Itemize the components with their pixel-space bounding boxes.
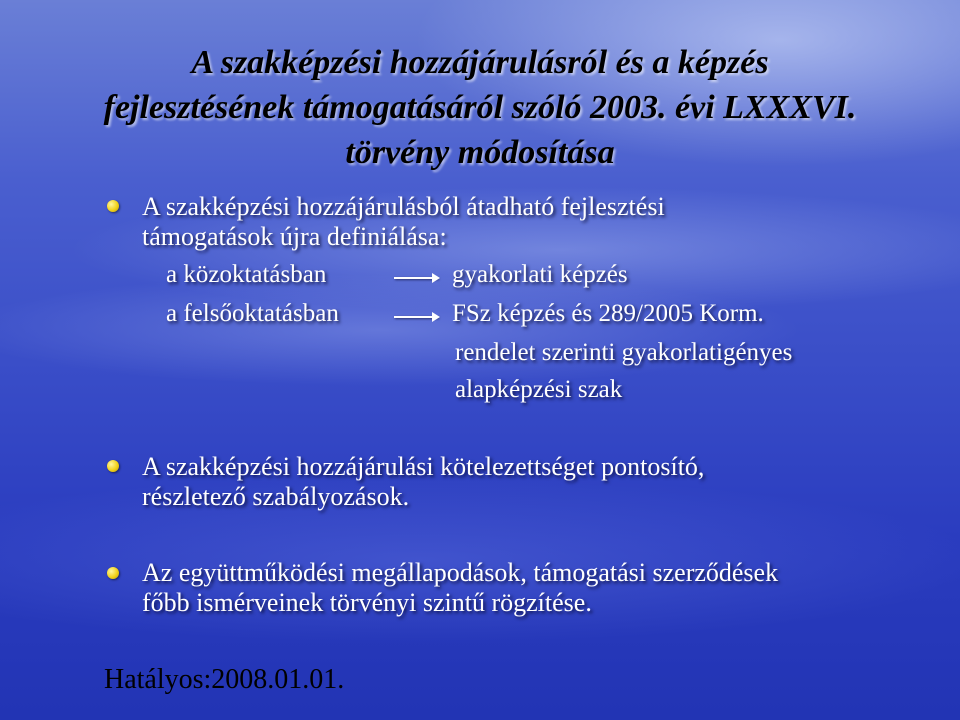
arrow-right-icon <box>394 277 438 279</box>
bullet-3-line-1: Az együttműködési megállapodások, támogatási szerződések <box>142 558 779 587</box>
title-line-1: A szakképzési hozzájárulásról és a képzés <box>191 44 769 81</box>
arrow-right-icon <box>394 316 438 318</box>
bullet-dot-1 <box>107 200 119 212</box>
bullet-1-line-1: A szakképzési hozzájárulásból átadható fejlesztési <box>142 192 665 221</box>
slide-title <box>20 40 940 175</box>
bullet-dot-3 <box>107 567 119 579</box>
bullet-dot-2 <box>107 460 119 472</box>
effective-date: Hatályos:2008.01.01. <box>104 664 345 695</box>
sub-item-2-target-line-1: FSz képzés és 289/2005 Korm. <box>452 300 764 327</box>
sub-item-2-label: a felsőoktatásban <box>166 300 339 327</box>
title-line-2: fejlesztésének támogatásáról szóló 2003. évi LXXXVI. <box>103 89 857 126</box>
bullet-2-line-1: A szakképzési hozzájárulási kötelezettséget pontosító, <box>142 452 705 481</box>
bullet-1-text <box>142 192 665 252</box>
bullet-3-line-2: főbb ismérveinek törvényi szintű rögzítése. <box>142 588 592 617</box>
sub-item-2-target-line-3: alapképzési szak <box>455 376 623 403</box>
sub-item-1-label: a közoktatásban <box>166 261 327 288</box>
bullet-2-line-2: részletező szabályozások. <box>142 482 410 511</box>
sub-item-2-target-line-2: rendelet szerinti gyakorlatigényes <box>455 339 793 366</box>
bullet-2-text <box>142 452 704 512</box>
bullet-1-line-2: támogatások újra definiálása: <box>142 222 447 251</box>
sub-item-1-target: gyakorlati képzés <box>452 261 628 288</box>
title-line-3: törvény módosítása <box>345 134 615 171</box>
bullet-3-text <box>142 558 778 618</box>
